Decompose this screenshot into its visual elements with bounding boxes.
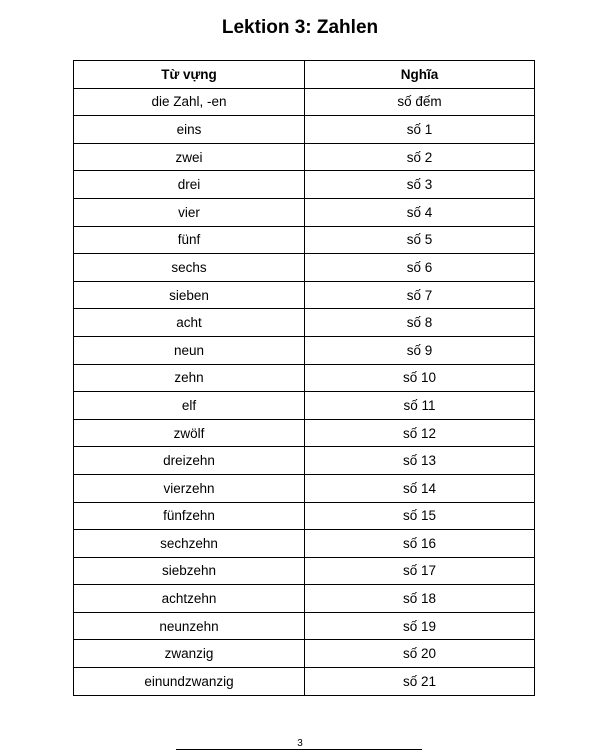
vocabulary-cell: neunzehn (74, 612, 305, 640)
header-vocabulary: Từ vựng (74, 61, 305, 89)
table-row (74, 309, 535, 337)
vocabulary-cell: sechs (74, 254, 305, 282)
page-title: Lektion 3: Zahlen (221, 17, 379, 38)
meaning-cell: số đếm (305, 88, 535, 116)
table-row (74, 254, 535, 282)
meaning-cell: số 16 (305, 530, 535, 558)
table-body (74, 88, 535, 695)
table-row (74, 585, 535, 613)
vocabulary-cell: siebzehn (74, 557, 305, 585)
table-row (74, 557, 535, 585)
meaning-cell: số 10 (305, 364, 535, 392)
vocabulary-cell: eins (74, 116, 305, 144)
table-row (74, 474, 535, 502)
vocabulary-cell: drei (74, 171, 305, 199)
table-row (74, 530, 535, 558)
meaning-cell: số 7 (305, 281, 535, 309)
table-row (74, 336, 535, 364)
meaning-cell: số 1 (305, 116, 535, 144)
vocabulary-cell: vierzehn (74, 474, 305, 502)
meaning-cell: số 3 (305, 171, 535, 199)
table-header-row (74, 61, 535, 89)
vocabulary-cell: elf (74, 392, 305, 420)
vocabulary-cell: zwei (74, 143, 305, 171)
page-number: 3 (297, 738, 303, 749)
meaning-cell: số 11 (305, 392, 535, 420)
table-row (74, 116, 535, 144)
vocabulary-cell: zwölf (74, 419, 305, 447)
meaning-cell: số 2 (305, 143, 535, 171)
meaning-cell: số 6 (305, 254, 535, 282)
meaning-cell: số 12 (305, 419, 535, 447)
table-row (74, 612, 535, 640)
table-row (74, 640, 535, 668)
vocabulary-cell: zwanzig (74, 640, 305, 668)
table-row (74, 502, 535, 530)
vocabulary-cell: vier (74, 198, 305, 226)
vocabulary-cell: fünfzehn (74, 502, 305, 530)
meaning-cell: số 18 (305, 585, 535, 613)
meaning-cell: số 13 (305, 447, 535, 475)
meaning-cell: số 8 (305, 309, 535, 337)
header-meaning: Nghĩa (305, 61, 535, 89)
meaning-cell: số 17 (305, 557, 535, 585)
meaning-cell: số 21 (305, 668, 535, 696)
vocabulary-cell: acht (74, 309, 305, 337)
vocabulary-cell: sieben (74, 281, 305, 309)
table-row (74, 171, 535, 199)
vocabulary-cell: achtzehn (74, 585, 305, 613)
table-row (74, 419, 535, 447)
table-row (74, 392, 535, 420)
table-row (74, 447, 535, 475)
meaning-cell: số 15 (305, 502, 535, 530)
vocabulary-cell: dreizehn (74, 447, 305, 475)
table-row (74, 143, 535, 171)
vocabulary-cell: einundzwanzig (74, 668, 305, 696)
meaning-cell: số 4 (305, 198, 535, 226)
table-row (74, 88, 535, 116)
table-row (74, 226, 535, 254)
table-row (74, 668, 535, 696)
meaning-cell: số 14 (305, 474, 535, 502)
vocabulary-table (73, 60, 535, 696)
meaning-cell: số 9 (305, 336, 535, 364)
vocabulary-cell: fünf (74, 226, 305, 254)
vocabulary-cell: sechzehn (74, 530, 305, 558)
footer-divider (176, 749, 422, 750)
meaning-cell: số 19 (305, 612, 535, 640)
vocabulary-cell: neun (74, 336, 305, 364)
vocabulary-cell: die Zahl, -en (74, 88, 305, 116)
vocabulary-cell: zehn (74, 364, 305, 392)
meaning-cell: số 5 (305, 226, 535, 254)
meaning-cell: số 20 (305, 640, 535, 668)
table-row (74, 281, 535, 309)
table-row (74, 364, 535, 392)
table-row (74, 198, 535, 226)
